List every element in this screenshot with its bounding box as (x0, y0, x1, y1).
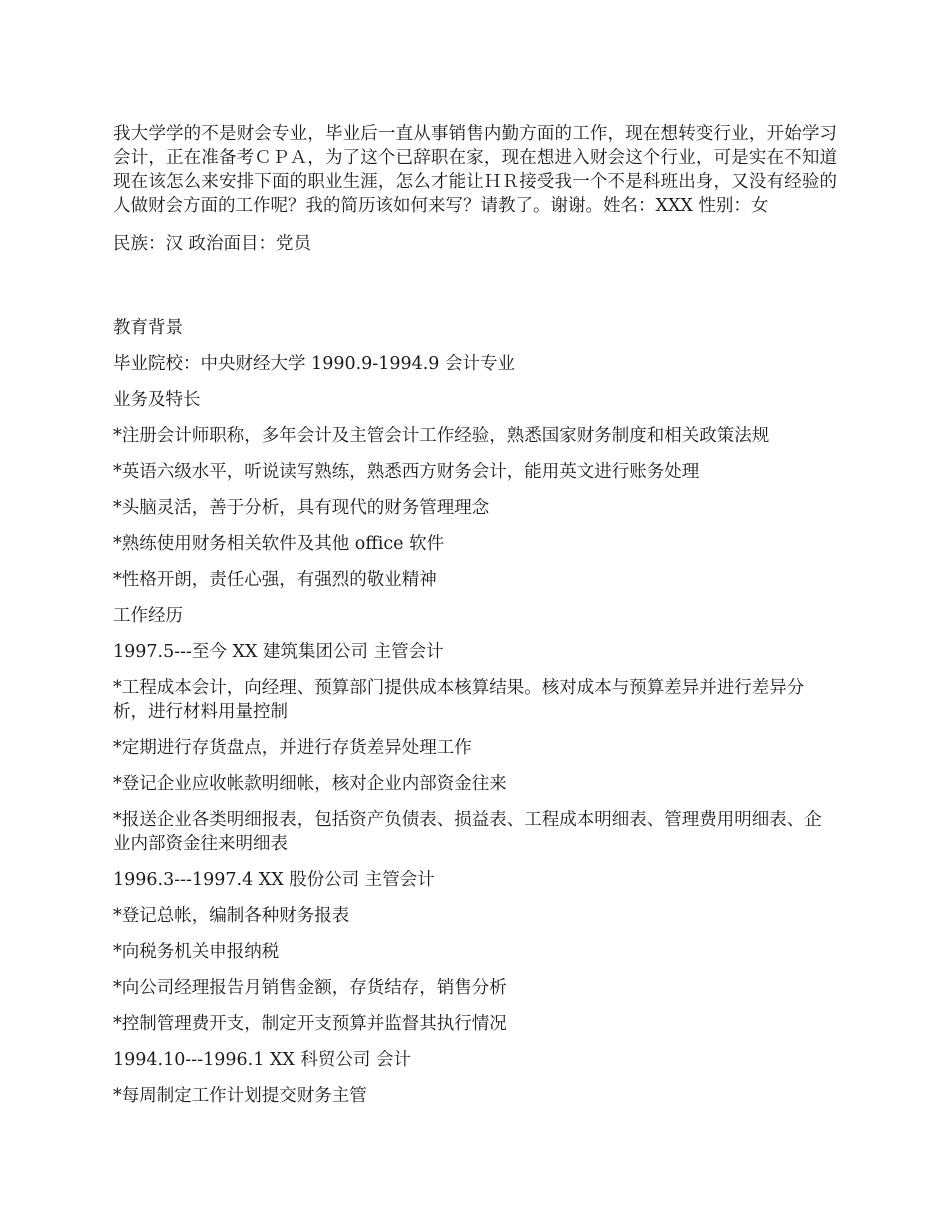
education-heading: 教育背景 (113, 318, 183, 338)
skill-item: *熟练使用财务相关软件及其他 office 软件 (113, 534, 445, 554)
job-duty-item: *控制管理费开支，制定开支预算并监督其执行情况 (113, 1014, 507, 1034)
skill-item: *性格开朗，责任心强，有强烈的敬业精神 (113, 570, 437, 590)
skill-item: *注册会计师职称，多年会计及主管会计工作经验，熟悉国家财务制度和相关政策法规 (113, 426, 770, 446)
job-duty-item: *工程成本会计，向经理、预算部门提供成本核算结果。核对成本与预算差异并进行差异分析，进行材料用量控制 (113, 678, 805, 722)
job-title-line: 1996.3---1997.4 XX 股份公司 主管会计 (113, 870, 435, 890)
job-duty-item: *登记企业应收帐款明细帐，核对企业内部资金往来 (113, 774, 507, 794)
experience-heading: 工作经历 (113, 606, 183, 626)
job-duty-item: *报送企业各类明细报表，包括资产负债表、损益表、工程成本明细表、管理费用明细表、企业内部资金往来明细表 (113, 810, 822, 854)
job-duty-item: *定期进行存货盘点，并进行存货差异处理工作 (113, 738, 472, 758)
job-title-line: 1997.5---至今 XX 建筑集团公司 主管会计 (113, 642, 444, 662)
job-duty-item: *向税务机关申报纳税 (113, 942, 280, 962)
skill-item: *英语六级水平，听说读写熟练，熟悉西方财务会计，能用英文进行账务处理 (113, 462, 700, 482)
job-title-line: 1994.10---1996.1 XX 科贸公司 会计 (113, 1050, 411, 1070)
skills-heading: 业务及特长 (113, 390, 201, 410)
job-duty-item: *每周制定工作计划提交财务主管 (113, 1086, 367, 1106)
job-duty-item: *登记总帐，编制各种财务报表 (113, 906, 350, 926)
document-content (113, 122, 837, 1108)
skill-item: *头脑灵活，善于分析，具有现代的财务管理理念 (113, 498, 490, 518)
job-duty-item: *向公司经理报告月销售金额，存货结存，销售分析 (113, 978, 507, 998)
ethnicity-politics-line: 民族：汉 政治面目：党员 (113, 234, 312, 254)
school-line: 毕业院校：中央财经大学 1990.9-1994.9 会计专业 (113, 354, 516, 374)
intro-paragraph: 我大学学的不是财会专业，毕业后一直从事销售内勤方面的工作，现在想转变行业，开始学习会计，正在准备考ＣＰＡ，为了这个已辞职在家，现在想进入财会这个行业，可是实在不知道现在该怎么来安排下面的职业生涯，怎么才能让ＨＲ接受我一个不是科班出身，又没有经验的人做财会方面的工作呢？我的简历该如何来写？请教了。谢谢。姓名：XXX 性别：女 (113, 124, 837, 216)
